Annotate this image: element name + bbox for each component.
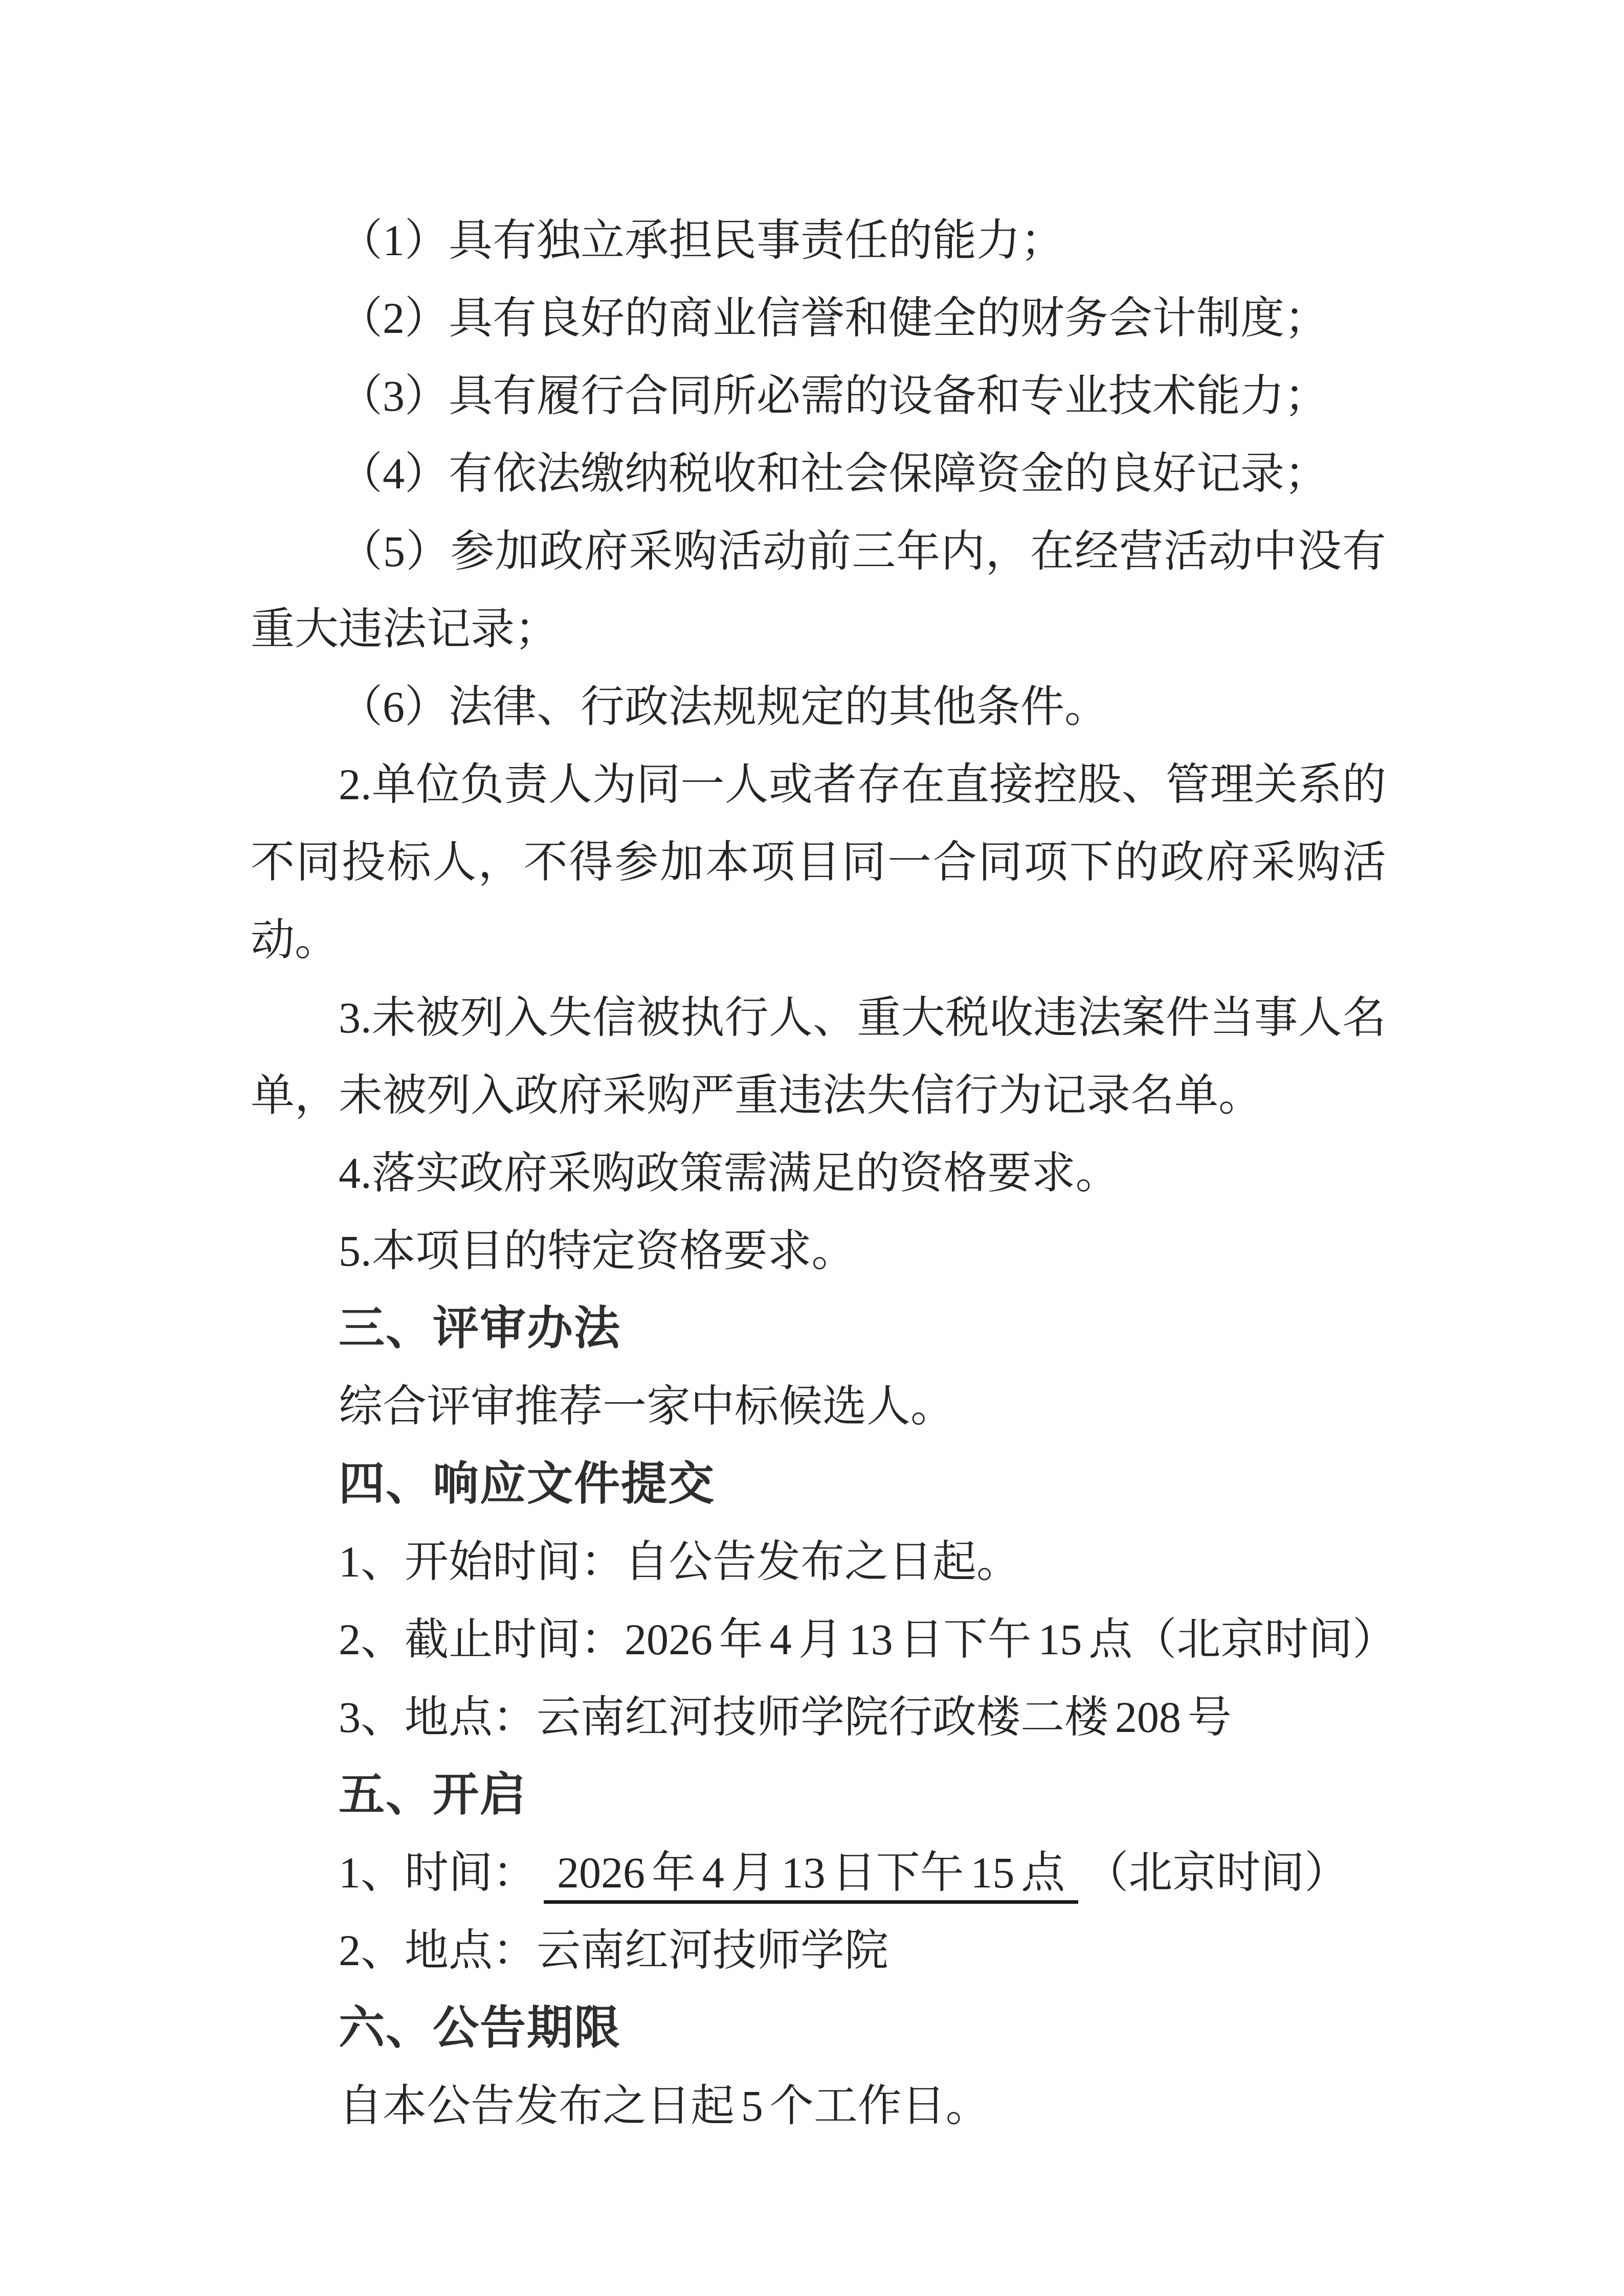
qualification-item-3: （3）具有履行合同所必需的设备和专业技术能力； — [339, 371, 1328, 420]
clause-3-line-1: 3.未被列入失信被执行人、重大税收违法案件当事人名 — [339, 993, 1386, 1042]
heading-section-4-response-submission: 四、响应文件提交 — [339, 1457, 715, 1511]
clause-2-line-3: 动。 — [251, 915, 339, 964]
clause-4: 4.落实政府采购政策需满足的资格要求。 — [339, 1149, 1120, 1198]
qualification-item-2: （2）具有良好的商业信誉和健全的财务会计制度； — [339, 294, 1328, 343]
opening-time-label: 1、时间： — [339, 1848, 537, 1897]
clause-5: 5.本项目的特定资格要求。 — [339, 1226, 856, 1275]
qualification-item-4: （4）有依法缴纳税收和社会保障资金的良好记录； — [339, 449, 1328, 498]
opening-time-line — [251, 1834, 1386, 1911]
qualification-item-5-continuation: 重大违法记录； — [251, 604, 559, 654]
qualification-item-5: （5）参加政府采购活动前三年内，在经营活动中没有 — [339, 527, 1386, 576]
clause-2-line-1: 2.单位负责人为同一人或者存在直接控股、管理关系的 — [339, 760, 1386, 809]
opening-location: 2、地点：云南红河技师学院 — [339, 1926, 888, 1975]
announcement-period-text: 自本公告发布之日起 5 个工作日。 — [339, 2081, 990, 2130]
submission-deadline: 2、截止时间：2026 年 4 月 13 日下午 15 点（北京时间） — [339, 1615, 1397, 1664]
opening-time-timezone: （北京时间） — [1084, 1848, 1349, 1897]
heading-section-5-opening: 五、开启 — [339, 1768, 527, 1821]
clause-3-line-2: 单，未被列入政府采购严重违法失信行为记录名单。 — [251, 1071, 1262, 1120]
heading-section-3-review-method: 三、评审办法 — [339, 1301, 621, 1355]
clause-2-line-2: 不同投标人，不得参加本项目同一合同项下的政府采购活 — [251, 838, 1386, 887]
review-method-text: 综合评审推荐一家中标候选人。 — [339, 1382, 954, 1431]
heading-section-6-announcement-period: 六、公告期限 — [339, 2001, 621, 2055]
submission-start-time: 1、开始时间：自公告发布之日起。 — [339, 1537, 1020, 1586]
opening-time-underlined-date: 2026 年 4 月 13 日下午 15 点 — [544, 1848, 1078, 1904]
qualification-item-1: （1）具有独立承担民事责任的能力； — [339, 216, 1064, 265]
submission-location: 3、地点：云南红河技师学院行政楼二楼 208 号 — [339, 1693, 1232, 1742]
qualification-item-6: （6）法律、行政法规规定的其他条件。 — [339, 682, 1108, 731]
